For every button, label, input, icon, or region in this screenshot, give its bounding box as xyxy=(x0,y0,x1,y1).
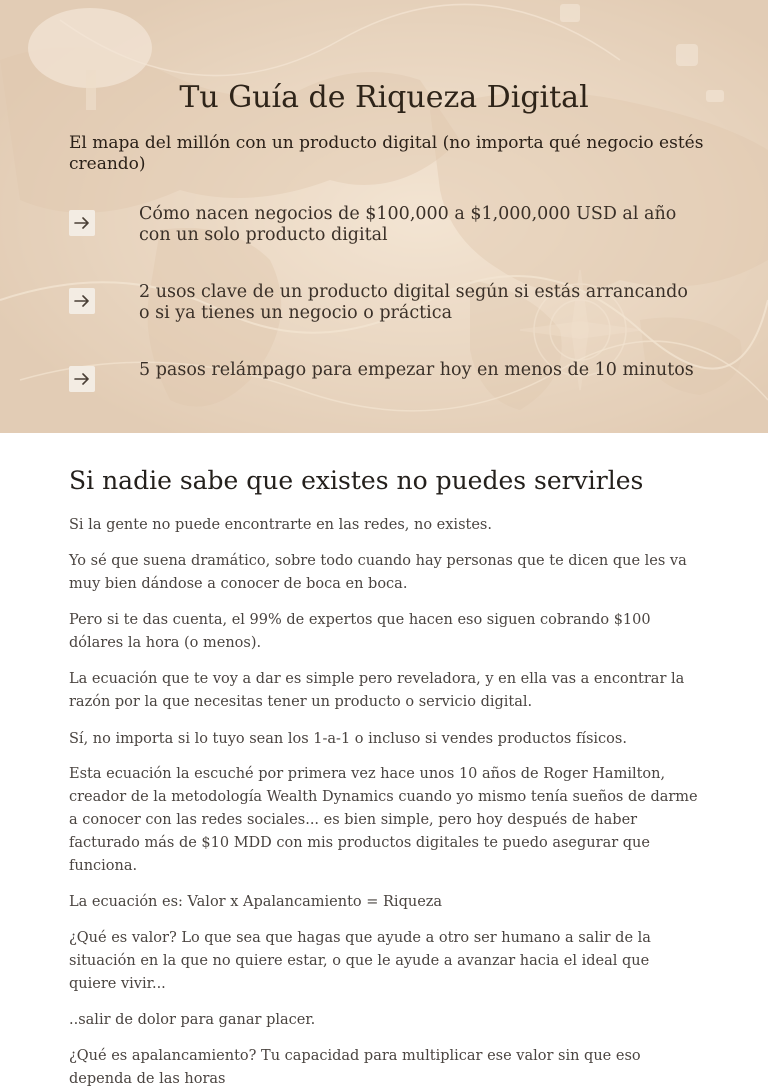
bullet-text: 2 usos clave de un producto digital según si estás arrancando o si ya tienes un negocio o práctica xyxy=(139,282,688,323)
paragraph: La ecuación que te voy a dar es simple pero reveladora, y en ella vas a encontrar la razón por la que necesitas tener un producto o servicio digital. xyxy=(69,671,685,710)
hero-banner xyxy=(0,0,768,433)
paragraph: Pero si te das cuenta, el 99% de expertos que hacen eso siguen cobrando $100 dólares la hora (o menos). xyxy=(69,612,651,651)
paragraph: La ecuación es: Valor x Apalancamiento = Riqueza xyxy=(69,894,443,910)
article-body xyxy=(69,433,699,1091)
paragraph: Yo sé que suena dramático, sobre todo cuando hay personas que te dicen que les va muy bien dándose a conocer de boca en boca. xyxy=(69,553,687,592)
paragraph: ¿Qué es valor? Lo que sea que hagas que ayude a otro ser humano a salir de la situación en la que no quiere estar, o que le ayude a avanzar hacia el ideal que quiere vivir... xyxy=(69,930,651,992)
hero-subtitle: El mapa del millón con un producto digital (no importa qué negocio estés creando) xyxy=(69,133,704,174)
hero-content xyxy=(0,0,768,433)
paragraph: Esta ecuación la escuché por primera vez hace unos 10 años de Roger Hamilton, creador de la metodología Wealth Dynamics cuando yo mismo tenía sueños de darme a conocer con las redes sociales... es bien simple, pero hoy después de haber facturado más de $10 MDD con mis productos digitales te puedo asegurar que funciona. xyxy=(69,766,698,874)
paragraph: Si la gente no puede encontrarte en las redes, no existes. xyxy=(69,517,492,533)
paragraph: ¿Qué es apalancamiento? Tu capacidad para multiplicar ese valor sin que eso dependa de las horas xyxy=(69,1048,641,1087)
page-title: Tu Guía de Riqueza Digital xyxy=(179,80,589,115)
arrow-right-icon xyxy=(69,288,95,314)
paragraph: ..salir de dolor para ganar placer. xyxy=(69,1012,316,1028)
arrow-right-icon xyxy=(69,210,95,236)
paragraph: Sí, no importa si lo tuyo sean los 1-a-1 o incluso si vendes productos físicos. xyxy=(69,731,627,747)
section-heading: Si nadie sabe que existes no puedes servirles xyxy=(69,466,644,495)
arrow-right-icon xyxy=(69,366,95,392)
bullet-text: 5 pasos relámpago para empezar hoy en menos de 10 minutos xyxy=(139,360,694,380)
bullet-text: Cómo nacen negocios de $100,000 a $1,000,000 USD al año con un solo producto digital xyxy=(139,204,677,245)
